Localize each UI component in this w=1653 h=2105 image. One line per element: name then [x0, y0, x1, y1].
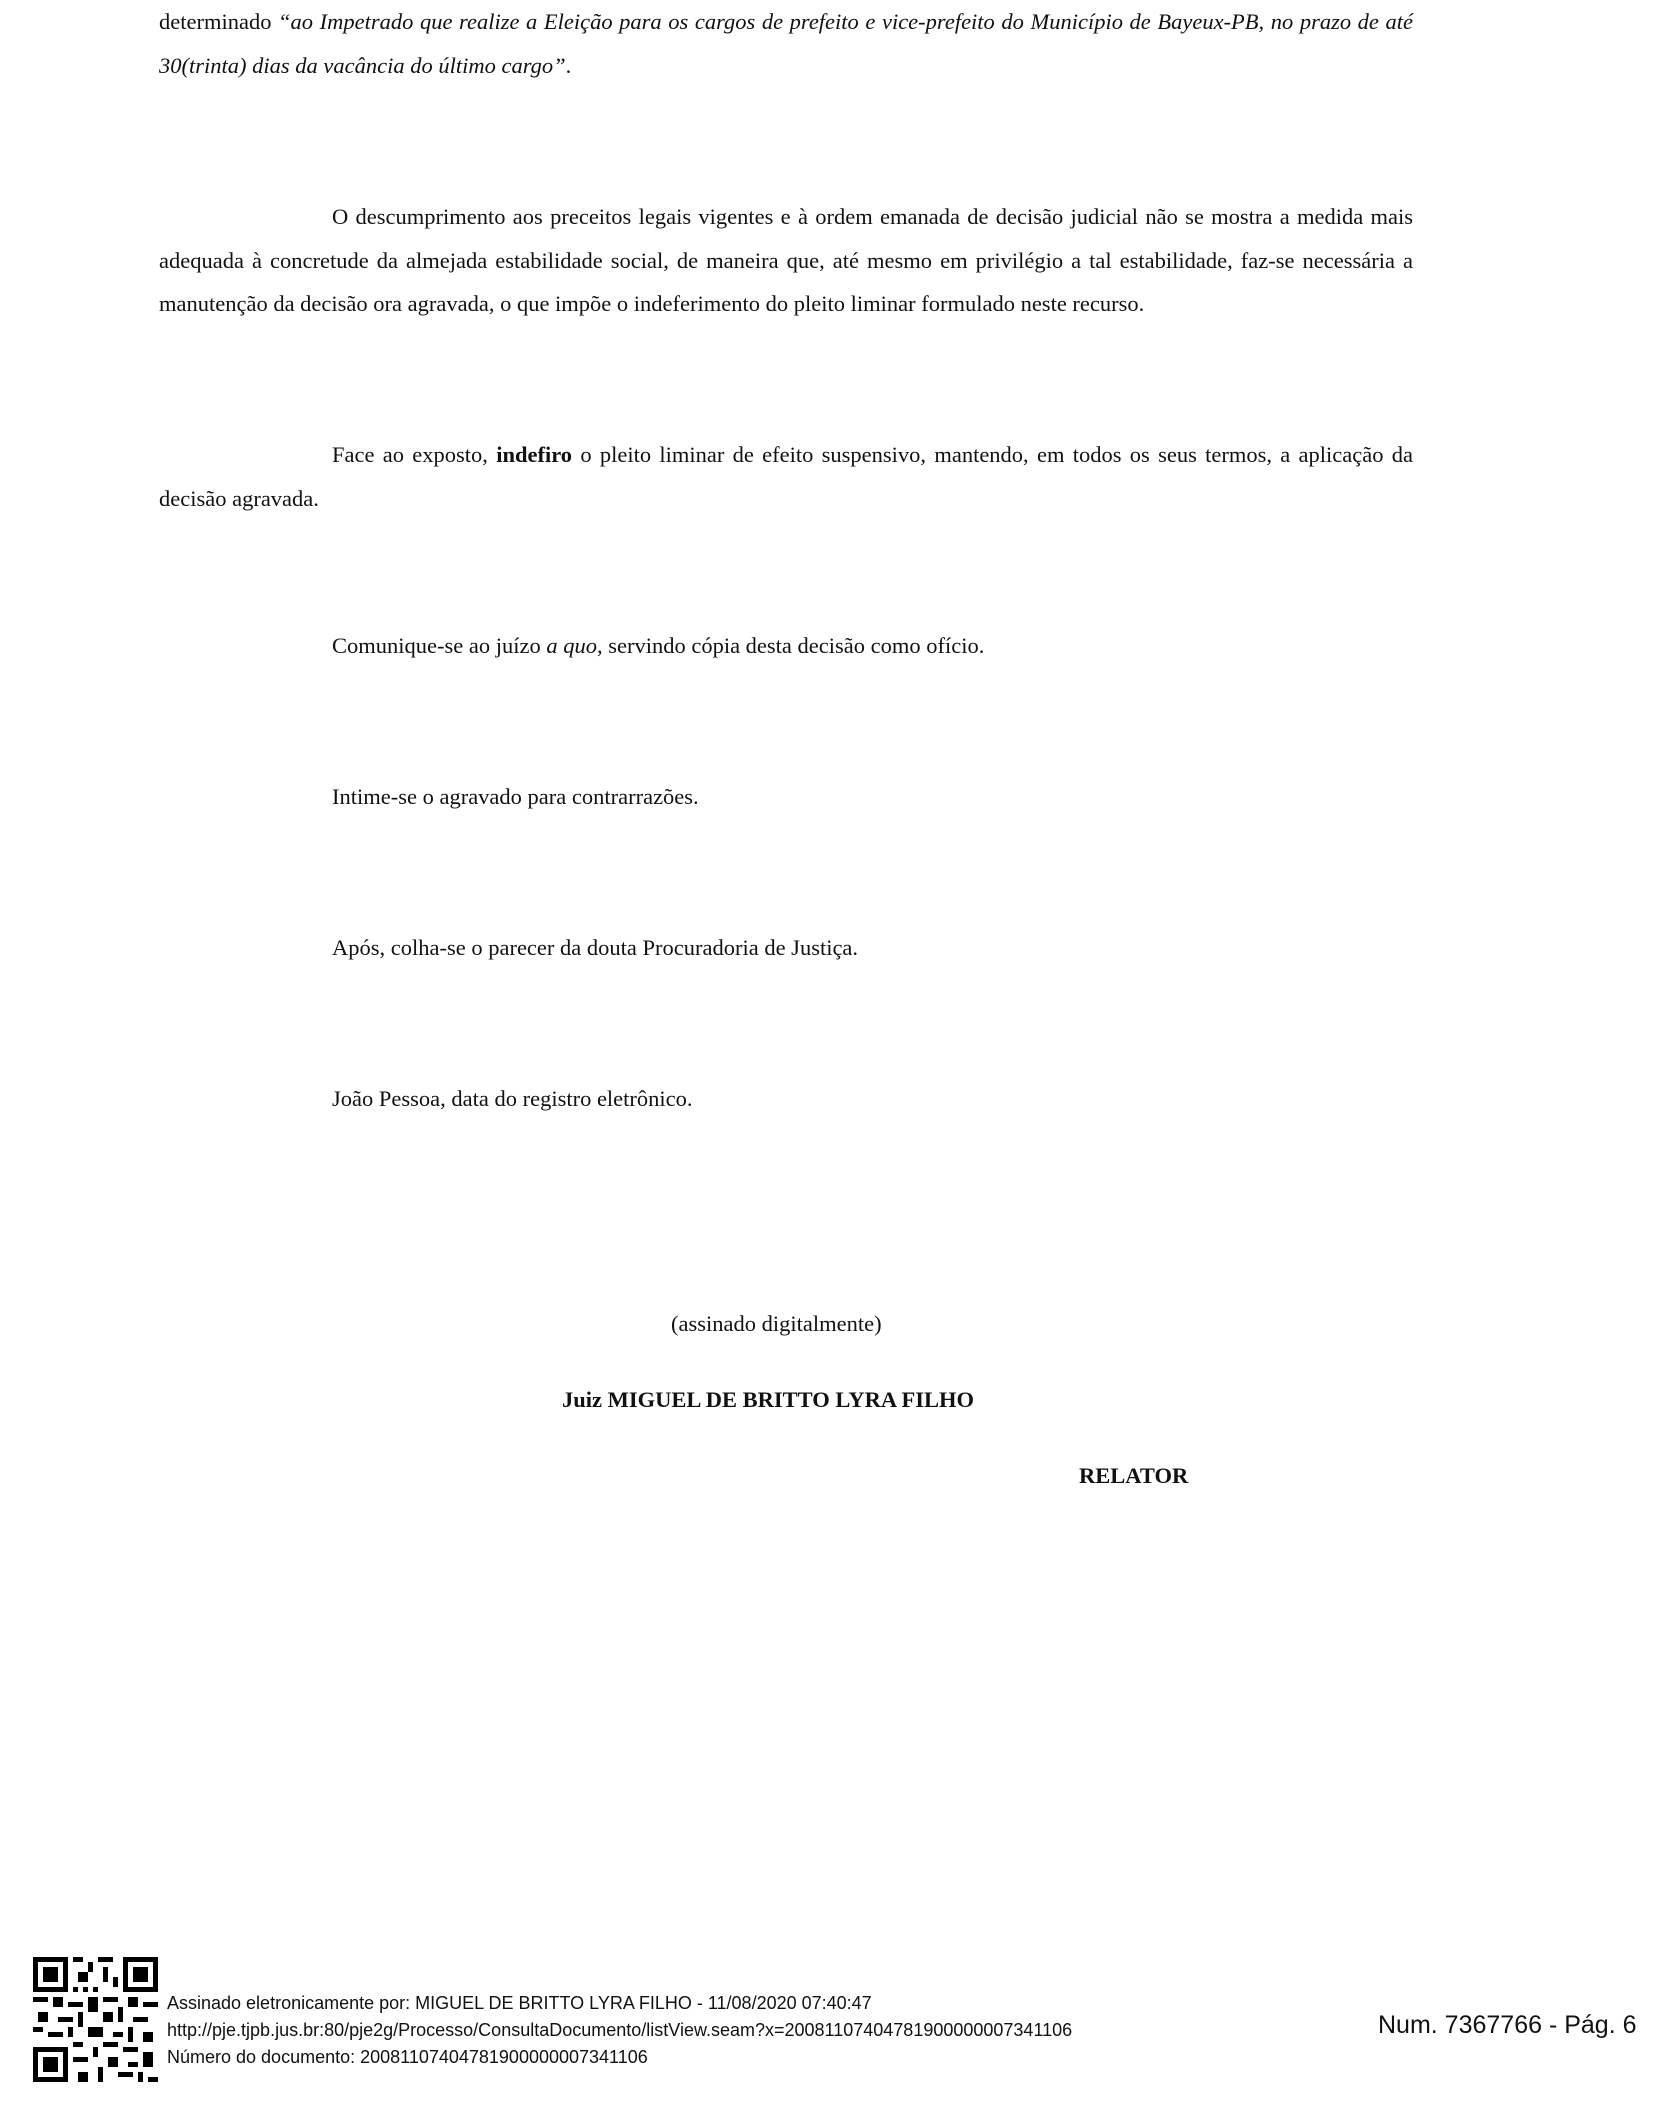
paragraph-rest: servindo cópia desta decisão como ofício.	[602, 633, 985, 658]
paragraph-determinado	[159, 0, 1413, 87]
judge-role: RELATOR	[1079, 1463, 1189, 1488]
page-reference: Num. 7367766 - Pág. 6	[1378, 2011, 1637, 2039]
paragraph-decision	[159, 433, 1413, 520]
paragraph-rest: o pleito liminar de efeito suspensivo, mantendo, em todos os seus termos, a aplicação da decisão agravada.	[159, 442, 1413, 511]
paragraph-end: .	[565, 52, 572, 78]
ruling-word: indefiro	[496, 442, 573, 467]
paragraph-descumprimento: O descumprimento aos preceitos legais vigentes e à ordem emanada de decisão judicial não se mostra a medida mais adequada à concretude da almejada estabilidade social, de maneira que, até mesmo em privilégio a tal estabilidade, faz-se necessária a manutenção da decisão ora agravada, o que impõe o indeferimento do pleito liminar formulado neste recurso.	[159, 204, 1413, 316]
paragraph-lead: Comunique-se ao juízo	[332, 633, 547, 658]
paragraph-lead: determinado	[159, 9, 279, 34]
paragraph-apos: Após, colha-se o parecer da douta Procuradoria de Justiça.	[332, 935, 859, 960]
judge-name: Juiz MIGUEL DE BRITTO LYRA FILHO	[562, 1387, 974, 1412]
paragraph-comunique	[332, 633, 984, 659]
paragraph-local-data: João Pessoa, data do registro eletrônico.	[332, 1086, 693, 1111]
document-url-link[interactable]: http://pje.tjpb.jus.br:80/pje2g/Processo/ConsultaDocumento/listView.seam?x=20081107404781900000007341106	[167, 2020, 1073, 2040]
signature-note: (assinado digitalmente)	[671, 1311, 882, 1336]
paragraph-intime: Intime-se o agravado para contrarrazões.	[332, 784, 699, 809]
qr-code-icon	[33, 1957, 158, 2082]
paragraph-lead: Face ao exposto,	[332, 442, 497, 467]
a-quo-term: a quo,	[546, 633, 603, 658]
quoted-order: “ao Impetrado que realize a Eleição para os cargos de prefeito e vice-prefeito do Município de Bayeux-PB, no prazo de até 30(trinta) dias da vacância do último cargo”	[159, 9, 1413, 78]
signed-by-text: Assinado eletronicamente por: MIGUEL DE BRITTO LYRA FILHO - 11/08/2020 07:40:47	[167, 1993, 872, 2013]
document-number: Número do documento: 20081107404781900000007341106	[167, 2047, 648, 2067]
